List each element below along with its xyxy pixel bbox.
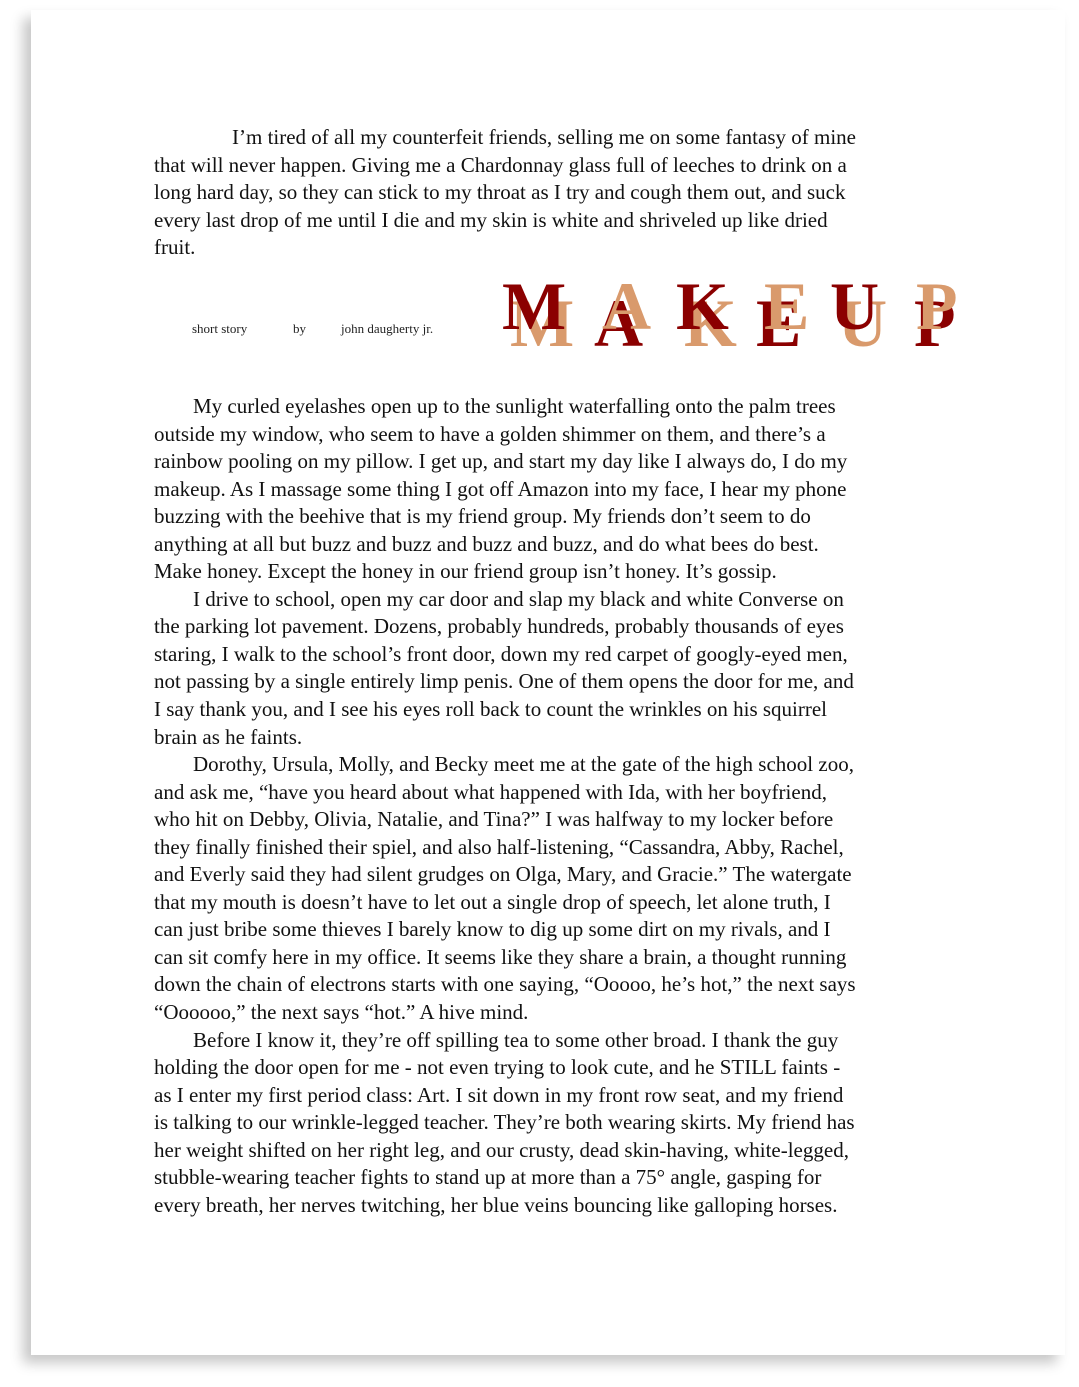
intro-paragraph <box>154 124 974 262</box>
text-line: My curled eyelashes open up to the sunlight waterfalling onto the palm trees <box>193 394 836 418</box>
paragraph <box>154 1027 974 1220</box>
paragraph <box>154 586 974 751</box>
text-line: brain as he faints. <box>154 724 303 749</box>
text-line: the parking lot pavement. Dozens, probably hundreds, probably thousands of eyes <box>154 614 844 639</box>
title-letter: K <box>676 268 729 344</box>
text-line: I drive to school, open my car door and slap my black and white Converse on <box>193 586 844 611</box>
text-line: anything at all but buzz and buzz and buzz and buzz, and do what bees do best. <box>154 531 819 556</box>
text-line: and Everly said they had silent grudges on Olga, Mary, and Gracie.” The watergate <box>154 862 852 887</box>
text-line: Before I know it, they’re off spilling tea to some other broad. I thank the guy <box>193 1027 839 1052</box>
byline-genre: short story <box>192 321 248 336</box>
text-line: as I enter my first period class: Art. I sit down in my front row seat, and my friend <box>154 1082 844 1107</box>
text-line: outside my window, who seem to have a golden shimmer on them, and there’s a <box>154 421 826 446</box>
text-line: I say thank you, and I see his eyes roll back to count the wrinkles on his squirrel <box>154 697 828 722</box>
text-line: every last drop of me until I die and my skin is white and shriveled up like dried <box>154 207 828 232</box>
text-line: I’m tired of all my counterfeit friends, selling me on some fantasy of mine <box>232 125 856 149</box>
text-line: Dorothy, Ursula, Molly, and Becky meet me at the gate of the high school zoo, <box>193 752 854 777</box>
paragraph <box>154 393 974 586</box>
text-line: “Oooooo,” the next says “hot.” A hive mind. <box>154 1000 529 1025</box>
title-letter: A <box>602 268 652 344</box>
text-line: down the chain of electrons starts with one saying, “Ooooo, he’s hot,” the next says <box>154 972 856 997</box>
text-line: that my mouth is doesn’t have to let out a single drop of speech, let alone truth, I <box>154 889 831 914</box>
text-line: stubble-wearing teacher fights to stand up at more than a 75° angle, gasping for <box>154 1165 822 1190</box>
text-line: can sit comfy here in my office. It seems like they share a brain, a thought running <box>154 944 847 969</box>
text-line: rainbow pooling on my pillow. I get up, and start my day like I always do, I do my <box>154 449 848 474</box>
story-body <box>154 393 974 1219</box>
text-line: and ask me, “have you heard about what happened with Ida, with her boyfriend, <box>154 779 827 804</box>
text-line: long hard day, so they can stick to my throat as I try and cough them out, and suck <box>154 180 846 205</box>
byline-author: john daugherty jr. <box>341 321 434 336</box>
text-line: who hit on Debby, Olivia, Natalie, and Tina?” I was halfway to my locker before <box>154 807 834 832</box>
text-line: every breath, her nerves twitching, her blue veins bouncing like galloping horses. <box>154 1192 838 1217</box>
text-line: makeup. As I massage some thing I got off Amazon into my face, I hear my phone <box>154 476 847 501</box>
text-line: is talking to our wrinkle-legged teacher. They’re both wearing skirts. My friend has <box>154 1110 855 1135</box>
text-line: Make honey. Except the honey in our friend group isn’t honey. It’s gossip. <box>154 559 777 584</box>
text-line: that will never happen. Giving me a Chardonnay glass full of leeches to drink on a <box>154 152 847 177</box>
paragraph <box>154 751 974 1026</box>
text-line: buzzing with the beehive that is my friend group. My friends don’t seem to do <box>154 504 811 529</box>
text-line: fruit. <box>154 235 196 260</box>
title-letter: P <box>916 268 958 344</box>
text-line: holding the door open for me - not even trying to look cute, and he STILL faints - <box>154 1055 841 1080</box>
text-line: staring, I walk to the school’s front door, down my red carpet of googly-eyed men, <box>154 641 848 666</box>
text-line: her weight shifted on her right leg, and our crusty, dead skin-having, white-legged, <box>154 1137 849 1162</box>
title-letter: E <box>764 268 810 344</box>
byline-by: by <box>293 321 306 336</box>
title-letter: U <box>830 268 880 344</box>
text-line: they finally finished their spiel, and also half-listening, “Cassandra, Abby, Rachel, <box>154 834 844 859</box>
text-line: can just bribe some thieves I barely know to dig up some dirt on my rivals, and I <box>154 917 831 942</box>
text-line: not passing by a single entirely limp penis. One of them opens the door for me, and <box>154 669 854 694</box>
title-letter: M <box>502 268 567 344</box>
